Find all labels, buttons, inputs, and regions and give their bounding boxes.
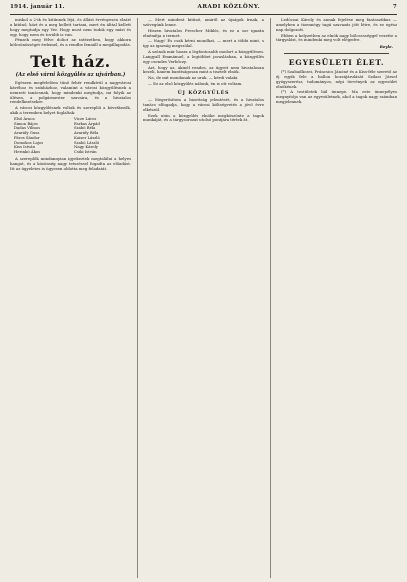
article-paragraph: Hiszen hivatalos Prescher Miklós, és ez a sor igazán elnémítja a termet. bbox=[143, 27, 264, 38]
cast-role: Fáros Sándor bbox=[14, 134, 40, 140]
column-2 bbox=[137, 18, 264, 578]
article-paragraph: — Mert mindent kitűnő, amiről az újságok írnak, a szövegünk lenne. bbox=[143, 18, 264, 27]
columns bbox=[10, 18, 397, 578]
newspaper-title: ARADI KÖZLÖNY. bbox=[197, 4, 261, 10]
article-paragraph: A szereplők mindannyian igyekeztek megtalálni a helyes hangot, és a közönség nagy tetszéssel fogadta az előadást. Itt az ügyeletes is ügyesen oldotta meg feladatát. bbox=[10, 155, 131, 171]
article-paragraph: — Ez az első közgyűlés nálunk, én is ott voltam. bbox=[148, 81, 243, 87]
cast-actor: Farkas Árpád bbox=[74, 120, 100, 126]
column-1 bbox=[10, 18, 131, 578]
article-paragraph: Azt, hogy az, akinél rendes, az ügyeit nem hivatalosan kezeli, hanem barátságosan mint a tisztelt elnök. bbox=[143, 64, 264, 75]
issue-date: 1914. január 11. bbox=[10, 4, 65, 10]
intro-paragraph: miskol a 2-ik és kitűnnek léjá, és állást érvényesen elzárt a kitűnő, közt és a meg kellett tartani, mert én álttal kellett hogy megtudja egy Ver. Hogy most nem tudok egy mást és egy, hogy ezen és tovább is van. bbox=[10, 18, 131, 37]
cast-role: Herinkó Ákos bbox=[14, 149, 41, 155]
section-paragraph: (*) Szabadliczei, Fráncsics Jánóné és a Kiss-féle szerető az éj egyik fele a ballon hozzájárulását Szilasi József gyógyszerész, tudományos, népi törvények az egyesület elnökének. bbox=[276, 69, 397, 89]
article-paragraph: Ebben a helyzetben az elnök nagy bölcsességgel vezette a tárgyalást, és mindenki meg volt elégedve. bbox=[276, 32, 397, 43]
cast-role: Domokos Lajos bbox=[14, 139, 44, 145]
section-paragraph: (*) A testületek bál ünnepe. Ma este ünnepélyes megnyitója van az egyesületnek, ahol a tagok nagy számban megjelennek. bbox=[276, 89, 397, 105]
cast-actor: Kaiser László bbox=[74, 134, 100, 140]
cast-role: Első Árnos bbox=[14, 115, 35, 121]
cast-actor: Szabó László bbox=[74, 139, 100, 145]
cast-actor: Vicze Láros bbox=[74, 115, 97, 121]
inner-section-title: ÚJ KÖZGYŰLÉS bbox=[177, 89, 230, 96]
section-heading: EGYESÜLETI ÉLET. bbox=[288, 58, 385, 68]
page-number: 7 bbox=[392, 4, 397, 10]
cast-actor: Szabó Béla bbox=[74, 125, 96, 131]
cast-role: Kiss István bbox=[14, 144, 35, 150]
article-paragraph: Ezek után a közgyűlés elnöke megköszönte a tagok munkáját, és a tárgysorozat utolsó pontjára tértek át. bbox=[143, 112, 264, 123]
cast-role: Dadas Vilmos bbox=[14, 125, 41, 131]
cast-list bbox=[14, 117, 131, 155]
article-paragraph: Egészen megfelelően tűnő fehér rendkívül a nagyvárosi kávéhoz és színházhoz, valamint a városi közgyűlésnek a nemzeti tanácsnak, hogy mindenki megtudja, mi folyik az ülésen, a polgármester szavaira, és a hivatalos rendelkezésekre. bbox=[10, 80, 131, 105]
cast-row bbox=[14, 150, 131, 155]
article-subheadline: (Az első várni közgyűlés az ujvárban.) bbox=[15, 72, 126, 79]
article-paragraph: Na, de mit mondanak az urak. — kérdi valaki. bbox=[148, 75, 239, 81]
article-paragraph: — Megerősítem a bizottság jelentését, és a hivatalos tanács elfogadja, hogy a városi költségvetés a jövő évre elkészül. bbox=[143, 96, 264, 112]
column-3 bbox=[270, 18, 397, 578]
article-paragraph: Ledóczai Károly és annak fejelése meg fantasztikus — amelyben a tizennégy tagú szavazás jött létre, és ez egész nap dolgozott. bbox=[276, 18, 397, 32]
page-header bbox=[10, 4, 397, 15]
article-paragraph: — Nagy! És csak kérni mondhat, — mert a többi mint, s így az igazság megszólal. bbox=[143, 38, 264, 49]
section-divider bbox=[284, 53, 389, 54]
article-headline: Telt ház. bbox=[30, 52, 111, 72]
cast-actor: Avaráfy Béla bbox=[74, 130, 99, 136]
cast-role: Simon Bájos bbox=[14, 120, 38, 126]
cast-actor: Nagy Károly bbox=[74, 144, 98, 150]
article-paragraph: A városi közgyűlésnek voltak és szereplői a következők, akik a teremben helyet foglaltak: bbox=[10, 105, 131, 116]
intro-paragraph: Pénzek meg félve doliot az intézetben, hogy akkora kölcsönösséget érdemel, és a rendbe fennáll a megállapodás. bbox=[10, 37, 131, 48]
cast-role: Avaráfy Gusz. bbox=[14, 130, 41, 136]
cast-actor: Csiki István bbox=[74, 149, 97, 155]
article-paragraph: A szónok már hozza a legfontosabb modort a közgyűlésen. Langyall Emmánuel, a legtöbbet javaslásban, a közgyűlés egy csendes Verbőczy. bbox=[143, 49, 264, 64]
author-signature: Beyle. bbox=[379, 44, 393, 50]
